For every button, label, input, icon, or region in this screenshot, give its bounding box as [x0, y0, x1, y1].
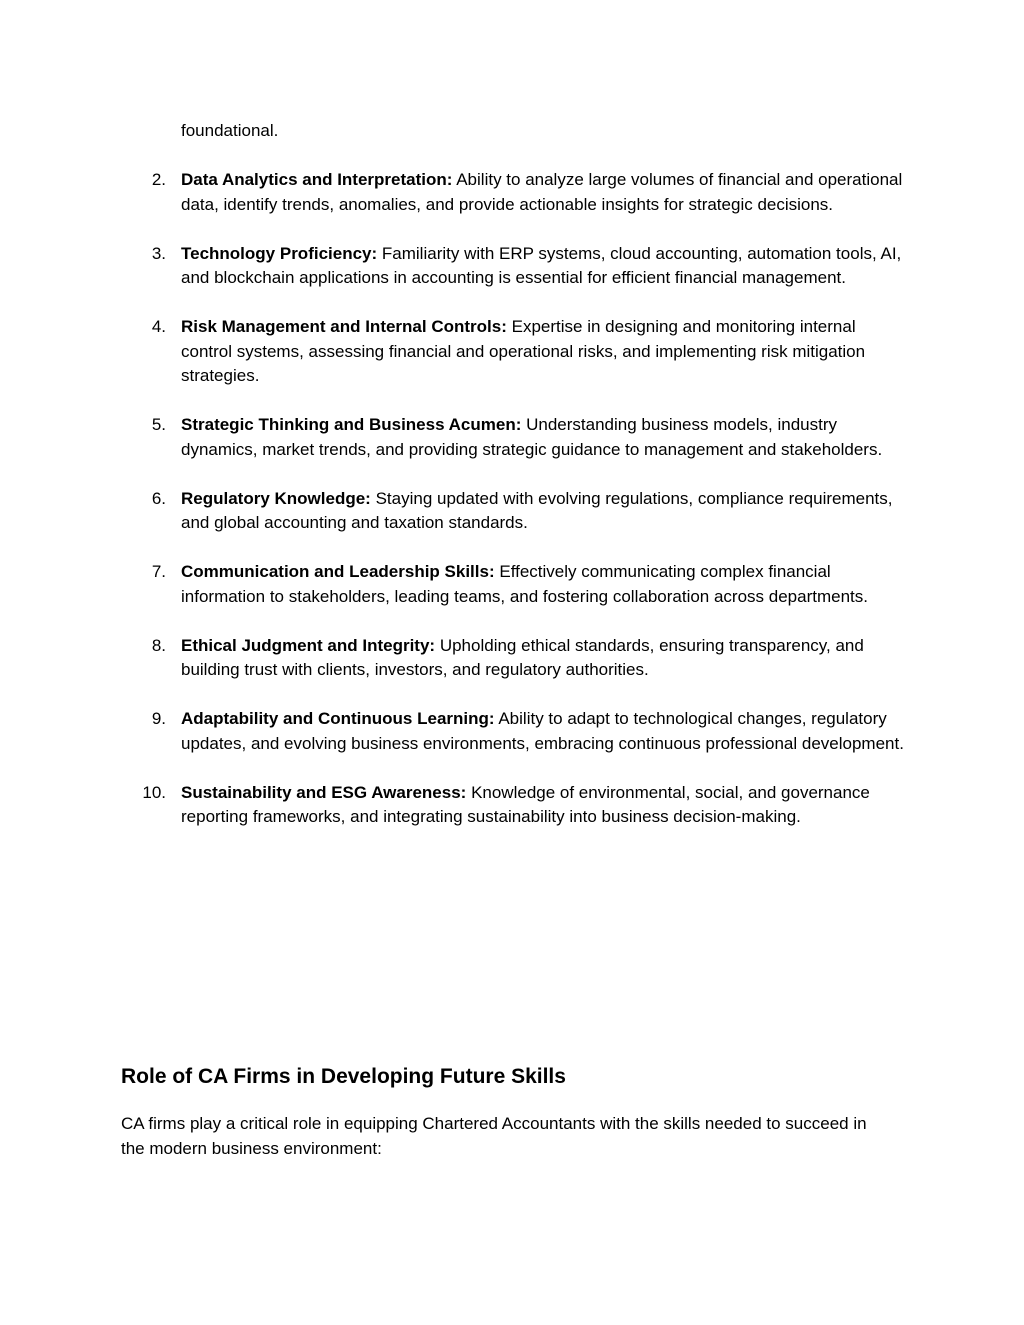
- list-item-body: [181, 487, 909, 536]
- skill-description: Staying updated with evolving regulations, compliance requirements, and global accounting and taxation standards.: [181, 488, 893, 532]
- skill-description: Effectively communicating complex financial information to stakeholders, leading teams, and fostering collaboration across departments.: [181, 562, 868, 606]
- list-number: 7.: [151, 562, 166, 581]
- skill-item-7: [0, 560, 1024, 609]
- list-item-body: [181, 168, 909, 217]
- skill-title: Ethical Judgment and Integrity:: [181, 635, 436, 655]
- skill-title: Data Analytics and Interpretation:: [181, 170, 453, 189]
- list-item-body: [181, 315, 909, 389]
- skill-title: Sustainability and ESG Awareness:: [181, 782, 467, 802]
- skill-description: Knowledge of environmental, social, and governance reporting frameworks, and integrating sustainability into business decision-making.: [181, 782, 870, 826]
- list-number: 2.: [151, 170, 166, 189]
- list-number: 10.: [142, 782, 166, 802]
- skill-title: Risk Management and Internal Controls:: [181, 317, 507, 336]
- list-item-body: [181, 242, 909, 291]
- skill-item-6: [0, 487, 1024, 536]
- continuation-text: foundational.: [181, 121, 279, 140]
- list-item-body: [181, 413, 909, 462]
- list-item-body: [181, 634, 909, 683]
- skill-item-9: [0, 707, 1024, 756]
- list-number: 9.: [151, 709, 166, 728]
- list-number: 5.: [151, 415, 166, 434]
- skill-item-10: [0, 781, 1024, 830]
- skill-item-5: [0, 413, 1024, 462]
- list-item-body: [181, 781, 909, 830]
- skill-description: Ability to adapt to technological changes, regulatory updates, and evolving business environments, embracing continuous professional development.: [181, 709, 904, 753]
- list-number: 4.: [151, 317, 166, 336]
- skills-list: [0, 168, 1024, 854]
- skill-title: Regulatory Knowledge:: [181, 488, 371, 508]
- list-item-body: [181, 560, 909, 609]
- skill-item-2: [0, 168, 1024, 217]
- section-heading: Role of CA Firms in Developing Future Skills: [121, 1065, 566, 1088]
- skill-description: Understanding business models, industry dynamics, market trends, and providing strategic guidance to management and stakeholders.: [181, 415, 883, 459]
- skill-item-8: [0, 634, 1024, 683]
- list-number: 8.: [151, 635, 166, 655]
- list-number: 3.: [151, 243, 166, 263]
- skill-description: Familiarity with ERP systems, cloud accounting, automation tools, AI, and blockchain applications in accounting is essential for efficient financial management.: [181, 243, 902, 287]
- skill-title: Communication and Leadership Skills:: [181, 562, 495, 581]
- skill-description: Expertise in designing and monitoring internal control systems, assessing financial and operational risks, and implementing risk mitigation strategies.: [181, 317, 866, 385]
- skill-title: Strategic Thinking and Business Acumen:: [181, 415, 522, 434]
- skill-description: Upholding ethical standards, ensuring transparency, and building trust with clients, investors, and regulatory authorities.: [181, 635, 864, 679]
- skill-item-3: [0, 242, 1024, 291]
- skill-title: Adaptability and Continuous Learning:: [181, 709, 495, 728]
- list-item-body: [181, 707, 909, 756]
- section-intro-paragraph: CA firms play a critical role in equipping Chartered Accountants with the skills needed to succeed in the modern business environment:: [121, 1114, 867, 1158]
- skill-description: Ability to analyze large volumes of financial and operational data, identify trends, anomalies, and provide actionable insights for strategic decisions.: [181, 170, 903, 214]
- list-number: 6.: [151, 488, 166, 508]
- skill-item-4: [0, 315, 1024, 389]
- skill-title: Technology Proficiency:: [181, 243, 378, 263]
